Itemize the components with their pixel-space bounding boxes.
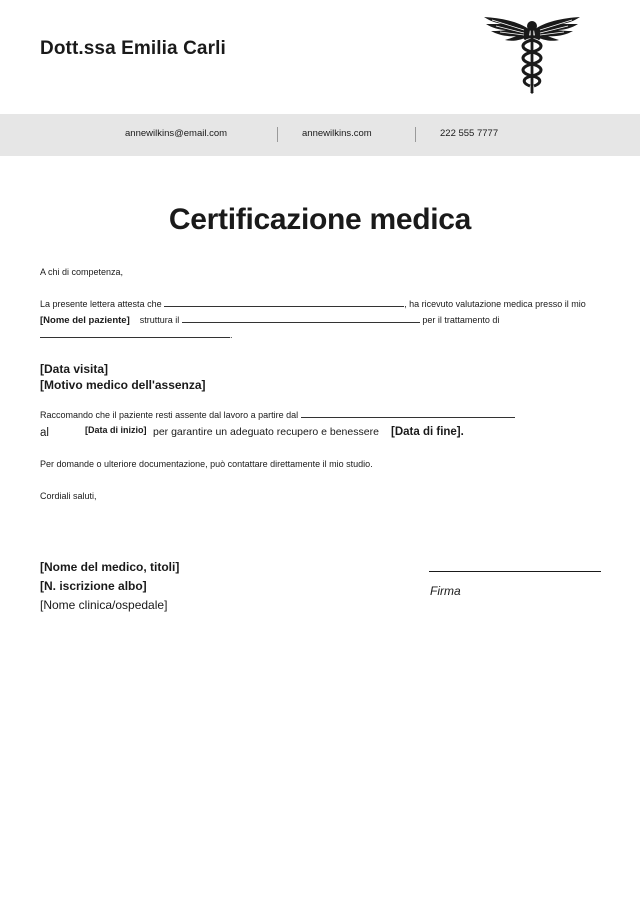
absence-reason-placeholder: [Motivo medico dell'assenza] [40,378,206,392]
registration-number-placeholder: [N. iscrizione albo] [40,579,147,593]
signature-label: Firma [430,584,461,598]
contact-divider [415,127,416,142]
paragraph-1-line-2 [40,315,499,326]
doctor-name: Dott.ssa Emilia Carli [40,38,226,59]
caduceus-icon [480,12,584,94]
p1-treatment-text: per il trattamento di [422,315,500,325]
paragraph-3: Per domande o ulteriore documentazione, può contattare direttamente il mio studio. [40,459,373,469]
contact-bar [0,114,640,156]
date-blank-line [182,315,420,323]
paragraph-2-line-1 [40,410,515,420]
p2-al-text: al [40,427,49,439]
start-date-blank-line [301,410,515,418]
treatment-blank-line [40,330,230,338]
contact-website[interactable]: annewilkins.com [302,128,372,139]
patient-name-placeholder: [Nome del paziente] [40,315,130,326]
start-date-placeholder: [Data di inizio] [85,425,147,435]
p2-mid-text: per garantire un adeguato recupero e benessere [153,426,379,438]
contact-divider [277,127,278,142]
end-date-placeholder: [Data di fine]. [391,426,464,438]
p1-start-text: La presente lettera attesta che [40,299,162,309]
doctor-titles-placeholder: [Nome del medico, titoli] [40,560,180,574]
paragraph-1-line-3 [40,330,233,340]
document-title: Certificazione medica [168,203,472,236]
contact-email[interactable]: annewilkins@email.com [125,128,228,139]
greeting: A chi di competenza, [40,267,124,277]
p1-after-blank-text: , ha ricevuto valutazione medica presso il mio [404,299,586,309]
paragraph-1-line-1 [40,299,586,309]
p1-end-text: . [230,330,233,340]
patient-blank-line [164,299,404,307]
p2-start-text: Raccomando che il paziente resti assente dal lavoro a partire dal [40,410,299,420]
visit-date-placeholder: [Data visita] [40,362,109,376]
contact-phone: 222 555 7777 [440,128,499,139]
p1-struttura-text: struttura il [139,315,180,325]
signature-line[interactable] [429,571,601,572]
clinic-name-placeholder: [Nome clinica/ospedale] [40,598,168,612]
closing: Cordiali saluti, [40,491,97,501]
